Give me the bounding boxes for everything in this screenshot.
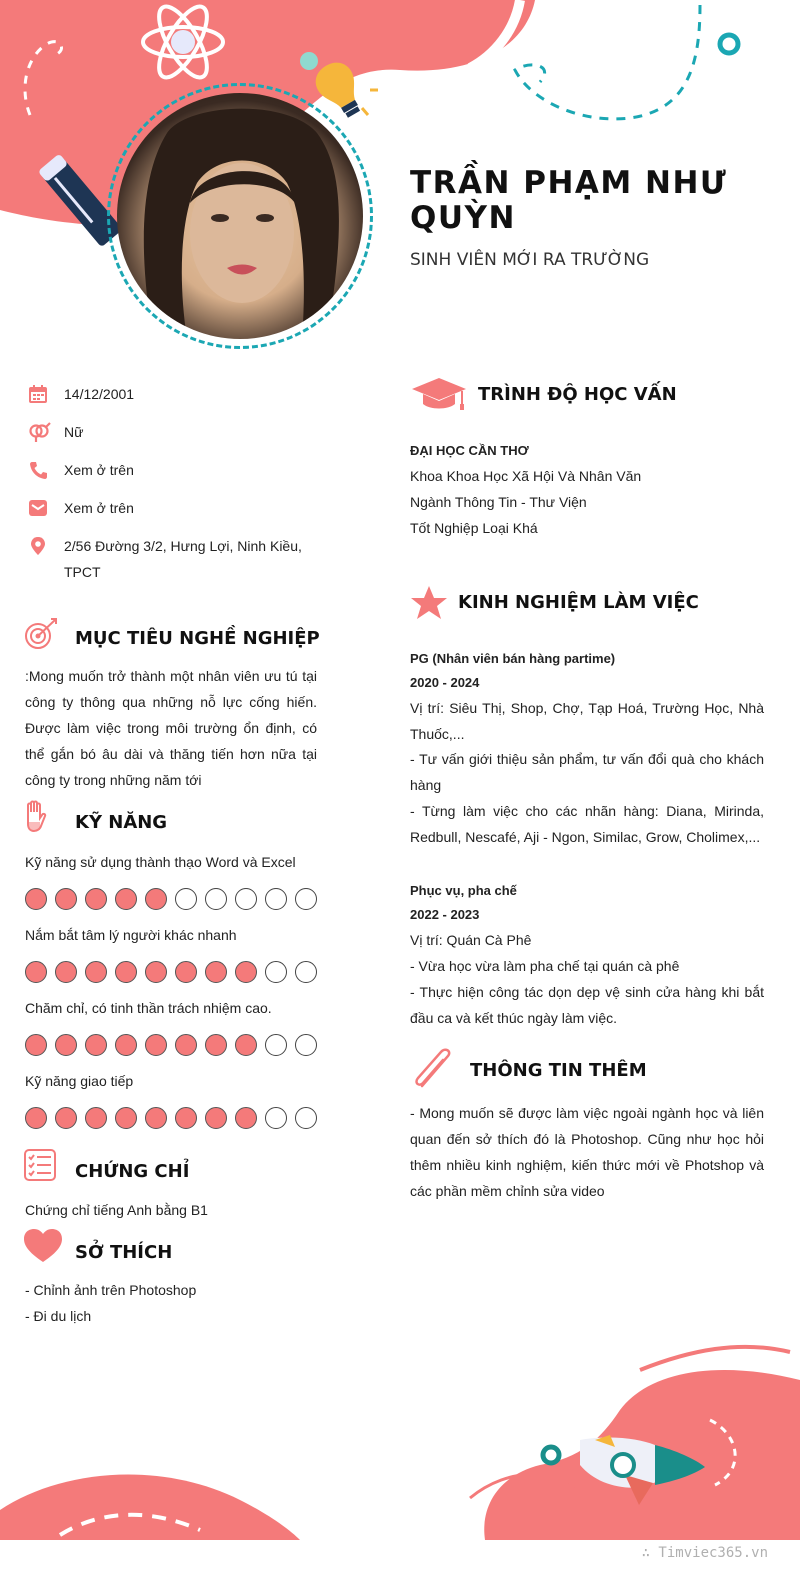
rating-dot-empty [175,888,197,910]
skill-rating [25,888,317,910]
rating-dot-filled [85,961,107,983]
atom-icon [138,4,228,84]
rating-dot-empty [295,961,317,983]
job-description: Vị trí: Siêu Thị, Shop, Chợ, Tạp Hoá, Trường Học, Nhà Thuốc,... [410,700,764,742]
email-icon [28,495,64,518]
rating-dot-filled [85,888,107,910]
rating-dot-filled [235,1107,257,1129]
rating-dot-empty [295,888,317,910]
hand-icon [23,800,49,834]
location-pin-icon [28,533,64,556]
job-title: PG (Nhân viên bán hàng partime) [410,651,616,666]
education-title: TRÌNH ĐỘ HỌC VẤN [478,384,677,405]
rating-dot-filled [205,1107,227,1129]
calendar-icon [28,381,64,404]
target-icon [23,617,59,651]
gender-icon [28,419,64,442]
job-description: - Vừa học vừa làm pha chế tại quán cà phê [410,958,680,974]
email-value: Xem ở trên [64,500,134,516]
faculty: Khoa Khoa Học Xã Hội Và Nhân Văn [410,468,642,484]
watermark: ∴ Timviec365.vn [641,1545,768,1561]
rating-dot-empty [265,961,287,983]
rating-dot-filled [25,888,47,910]
hobby-item: - Đi du lịch [25,1308,92,1324]
major: Ngành Thông Tin - Thư Viện [410,494,587,510]
paperclip-icon [410,1048,456,1090]
job-description: - Từng làm việc cho các nhãn hàng: Diana, Mirinda, Redbull, Nescafé, Aji - Ngon, Similac, Grow, Cholimex,... [410,803,764,845]
rating-dot-filled [55,1034,77,1056]
rating-dot-filled [145,961,167,983]
job-period: 2022 - 2023 [410,907,480,922]
certificates-title: CHỨNG CHỈ [75,1161,190,1182]
rating-dot-filled [85,1034,107,1056]
info-email [28,495,328,521]
skill-label: Nắm bắt tâm lý người khác nhanh [25,927,237,943]
grade: Tốt Nghiệp Loại Khá [410,520,538,536]
certificate-text: Chứng chỉ tiếng Anh bằng B1 [25,1202,208,1218]
graduation-cap-icon [410,376,468,412]
job-description: - Thực hiện công tác dọn dẹp vệ sinh cửa hàng khi bắt đầu ca và kết thúc ngày làm việc. [410,984,764,1026]
rating-dot-empty [265,1107,287,1129]
skill-label: Kỹ năng giao tiếp [25,1073,134,1089]
rating-dot-filled [205,961,227,983]
school-name: ĐẠI HỌC CẦN THƠ [410,443,529,458]
rating-dot-filled [145,1107,167,1129]
gender-value: Nữ [64,424,84,440]
heart-icon [23,1228,63,1264]
skill-label: Chăm chỉ, có tinh thần trách nhiệm cao. [25,1000,272,1016]
skill-label: Kỹ năng sử dụng thành thạo Word và Excel [25,854,296,870]
rating-dot-filled [25,961,47,983]
rating-dot-filled [55,1107,77,1129]
rating-dot-empty [205,888,227,910]
skill-rating [25,1107,317,1129]
job-title: Phục vụ, pha chế [410,883,517,898]
skill-rating [25,961,317,983]
candidate-role: SINH VIÊN MỚI RA TRƯỜNG [410,250,650,270]
rating-dot-empty [265,1034,287,1056]
rating-dot-filled [115,961,137,983]
job-description: - Tư vấn giới thiệu sản phẩm, tư vấn đổi quà cho khách hàng [410,751,764,793]
star-icon [410,585,448,621]
rating-dot-filled [25,1034,47,1056]
rating-dot-filled [145,888,167,910]
rating-dot-filled [235,1034,257,1056]
candidate-name: TRẦN PHẠM NHƯ QUỲN [410,165,728,236]
rating-dot-filled [145,1034,167,1056]
avatar [117,93,363,339]
rocket-icon [535,1435,715,1525]
skills-title: KỸ NĂNG [75,812,168,833]
rating-dot-filled [115,1107,137,1129]
rating-dot-filled [55,961,77,983]
skill-rating [25,1034,317,1056]
rating-dot-filled [175,1034,197,1056]
rating-dot-filled [235,961,257,983]
birthday-value: 14/12/2001 [64,386,135,402]
checklist-icon [23,1148,57,1182]
rating-dot-empty [295,1034,317,1056]
rating-dot-empty [265,888,287,910]
rating-dot-filled [115,1034,137,1056]
rating-dot-empty [235,888,257,910]
additional-text: - Mong muốn sẽ được làm việc ngoài ngành học và liên quan đến sở thích đó là Photoshop. Cũng như học hỏi thêm nhiều kinh nghiệm, kiến thức mới về Photshop và các phần mềm chỉnh sửa video [410,1105,764,1199]
info-birthday [28,381,328,407]
rating-dot-filled [175,961,197,983]
rating-dot-filled [25,1107,47,1129]
hobby-item: - Chỉnh ảnh trên Photoshop [25,1282,197,1298]
objective-title: MỤC TIÊU NGHỀ NGHIỆP [75,628,320,649]
rating-dot-empty [295,1107,317,1129]
hobbies-title: SỞ THÍCH [75,1242,173,1263]
objective-text: :Mong muốn trở thành một nhân viên ưu tú tại công ty thông qua những nỗ lực cống hiến. Được làm việc trong môi trường ổn định, có thể gắn bó âu dài và thăng tiến hơn nữa tại công ty trong những năm tới [25,668,317,788]
job-description: Vị trí: Quán Cà Phê [410,932,532,948]
additional-title: THÔNG TIN THÊM [470,1060,647,1081]
address-value: 2/56 Đường 3/2, Hưng Lợi, Ninh Kiều, TPCT [64,538,302,580]
phone-value: Xem ở trên [64,462,134,478]
experience-title: KINH NGHIỆM LÀM VIỆC [458,592,699,613]
info-gender [28,419,328,445]
rating-dot-filled [205,1034,227,1056]
rating-dot-filled [175,1107,197,1129]
rating-dot-filled [85,1107,107,1129]
rating-dot-filled [115,888,137,910]
job-period: 2020 - 2024 [410,675,480,690]
rating-dot-filled [55,888,77,910]
phone-icon [28,457,64,480]
info-phone [28,457,328,483]
info-address [28,533,328,585]
